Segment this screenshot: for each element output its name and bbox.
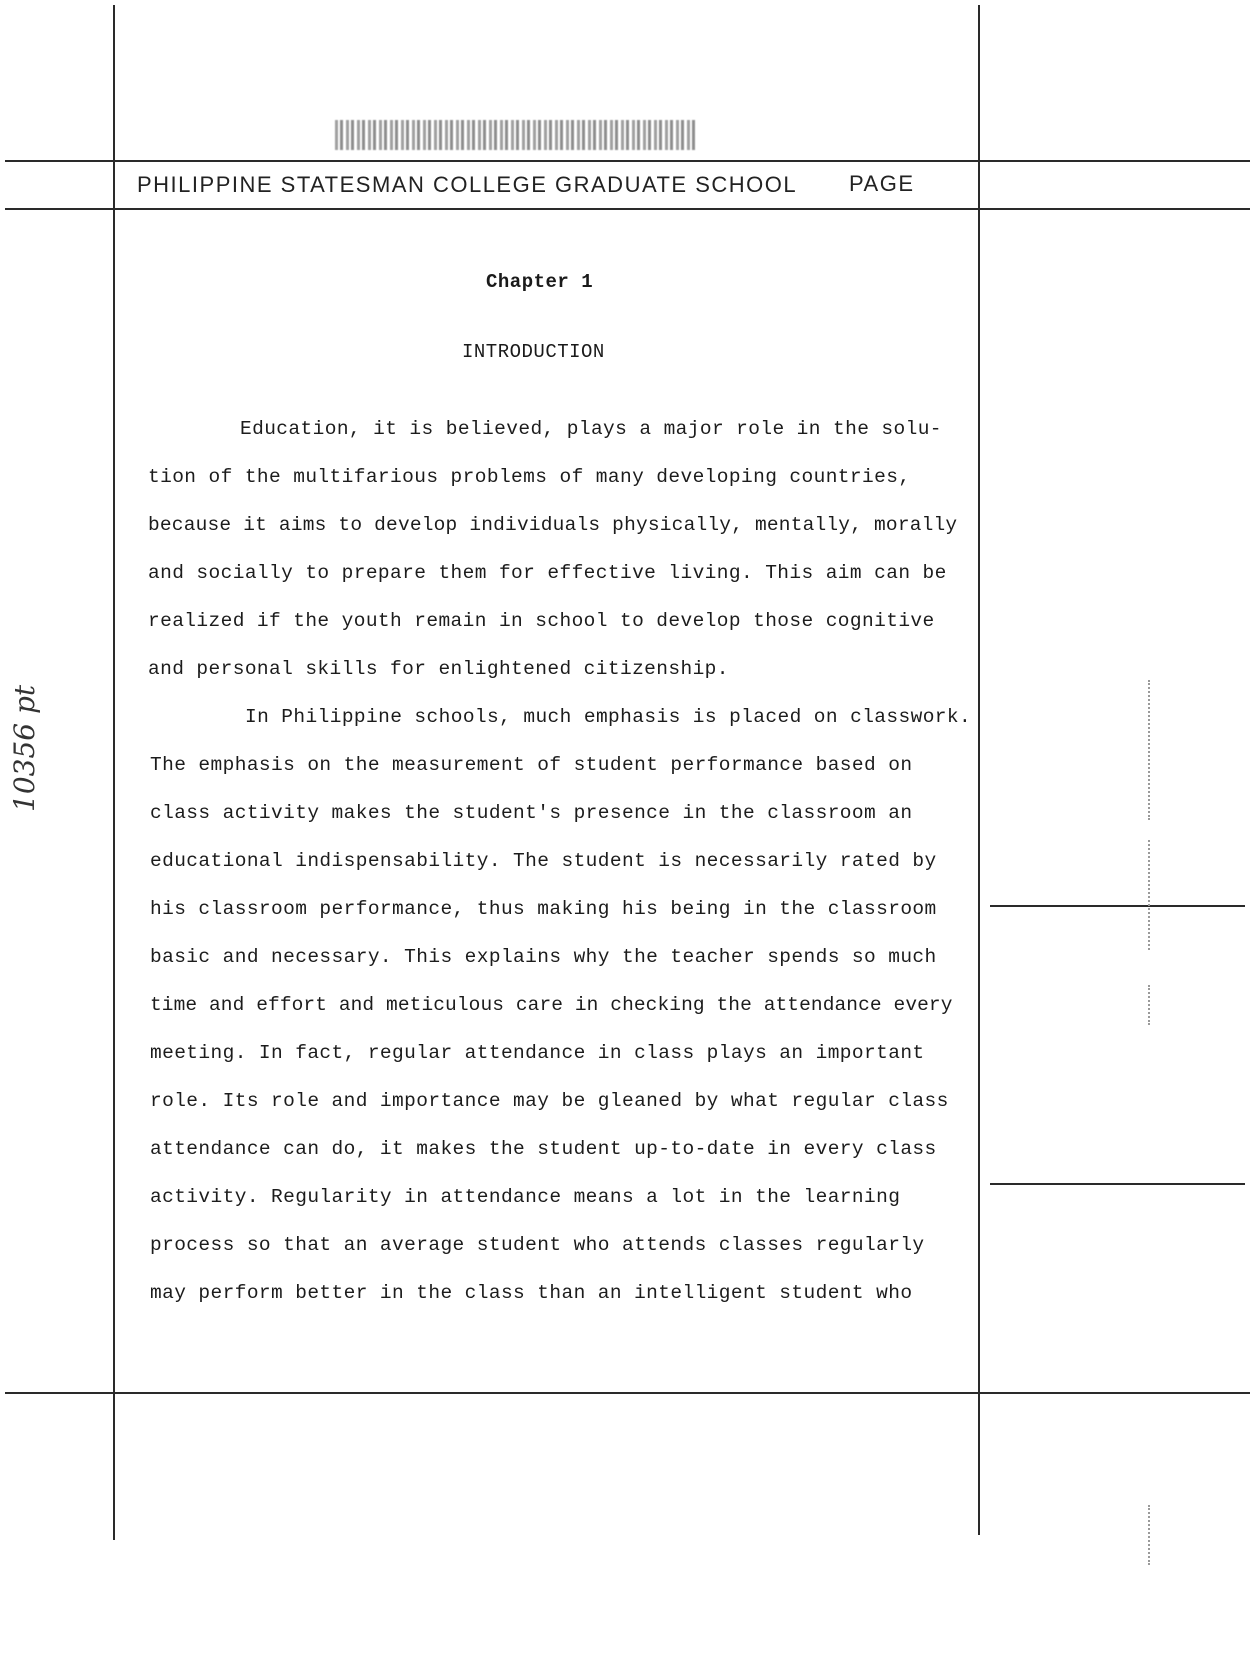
paragraph-line: may perform better in the class than an intelligent student who — [150, 1282, 913, 1304]
paragraph-line: his classroom performance, thus making his being in the classroom — [150, 898, 937, 920]
paragraph-line: and socially to prepare them for effective living. This aim can be — [148, 562, 947, 584]
right-tick-1 — [990, 905, 1245, 907]
header-top-rule — [5, 160, 1250, 162]
theses-stamp — [335, 120, 695, 150]
chapter-title: Chapter 1 — [486, 271, 594, 293]
header-bottom-rule — [5, 208, 1250, 210]
paragraph-line: and personal skills for enlightened citizenship. — [148, 658, 729, 680]
paragraph-line: time and effort and meticulous care in checking the attendance every — [150, 994, 953, 1016]
paragraph-line: educational indispensability. The student is necessarily rated by — [150, 850, 937, 872]
footer-rule — [5, 1392, 1250, 1394]
paragraph-line: Education, it is believed, plays a major role in the solu- — [240, 418, 942, 440]
paragraph-line: In Philippine schools, much emphasis is placed on classwork. — [245, 706, 972, 728]
paragraph-line: process so that an average student who attends classes regularly — [150, 1234, 925, 1256]
right-edge-dots-4 — [1148, 1505, 1150, 1565]
right-margin-rule — [978, 5, 980, 1535]
paragraph-line: The emphasis on the measurement of student performance based on — [150, 754, 913, 776]
right-tick-2 — [990, 1183, 1245, 1185]
left-margin-rule — [113, 5, 115, 1540]
paragraph-line: tion of the multifarious problems of many developing countries, — [148, 466, 911, 488]
right-edge-dots-1 — [1148, 680, 1150, 820]
right-edge-dots-2 — [1148, 840, 1150, 950]
school-header: PHILIPPINE STATESMAN COLLEGE GRADUATE SCHOOL — [137, 172, 798, 197]
section-title: INTRODUCTION — [462, 341, 605, 363]
paragraph-line: meeting. In fact, regular attendance in class plays an important — [150, 1042, 925, 1064]
paragraph-line: activity. Regularity in attendance means a lot in the learning — [150, 1186, 901, 1208]
paragraph-line: attendance can do, it makes the student up-to-date in every class — [150, 1138, 937, 1160]
paragraph-line: basic and necessary. This explains why the teacher spends so much — [150, 946, 937, 968]
paragraph-line: realized if the youth remain in school to develop those cognitive — [148, 610, 935, 632]
paragraph-line: because it aims to develop individuals physically, mentally, morally — [148, 514, 958, 536]
paragraph-line: role. Its role and importance may be gleaned by what regular class — [150, 1090, 949, 1112]
paragraph-line: class activity makes the student's presence in the classroom an — [150, 802, 913, 824]
page-label: PAGE — [849, 171, 915, 196]
handwritten-margin-note: 10356 pt — [8, 684, 41, 812]
right-edge-dots-3 — [1148, 985, 1150, 1025]
